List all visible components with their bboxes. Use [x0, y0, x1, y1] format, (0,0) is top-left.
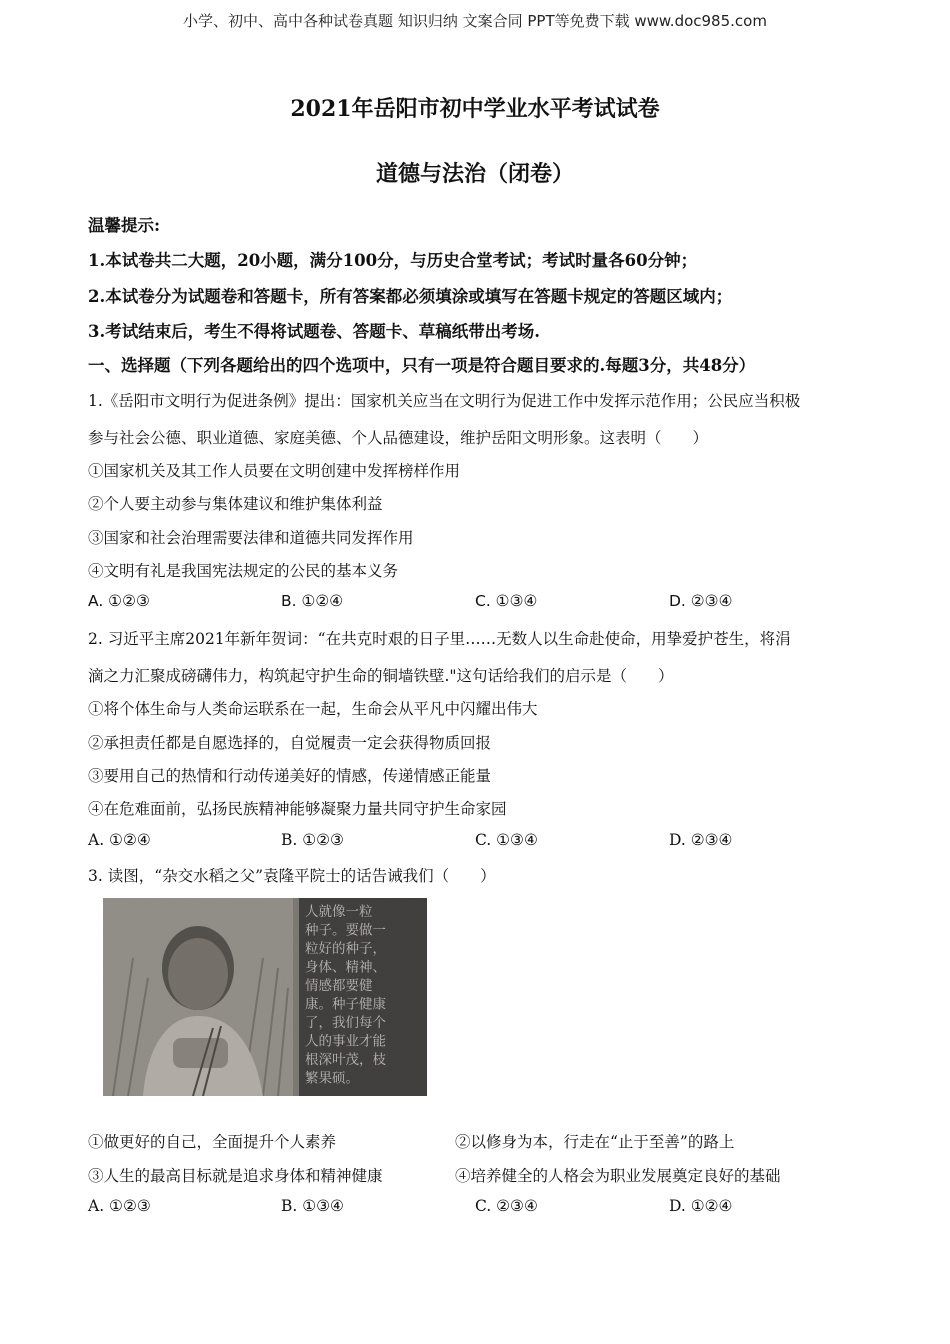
question-2-statement: ③要用自己的热情和行动传递美好的情感，传递情感正能量: [88, 767, 492, 785]
photo-caption-line: 人就像一粒: [305, 904, 373, 920]
question-3-statement: ④培养健全的人格会为职业发展奠定良好的基础: [455, 1167, 781, 1185]
question-2-option-c[interactable]: C. ①③④: [475, 831, 538, 849]
exam-subtitle: 道德与法治（闭卷）: [375, 161, 574, 187]
question-1-option-a[interactable]: A. ①②③: [88, 592, 150, 610]
question-2-option-d[interactable]: D. ②③④: [669, 831, 733, 849]
question-3-option-a[interactable]: A. ①②③: [88, 1197, 151, 1215]
question-3-option-c[interactable]: C. ②③④: [475, 1197, 538, 1215]
question-3-statement: ③人生的最高目标就是追求身体和精神健康: [88, 1167, 383, 1185]
question-2-stem-cont: 滴之力汇聚成磅礴伟力，构筑起守护生命的铜墙铁壁."这句话给我们的启示是（ ）: [88, 667, 674, 685]
photo-caption-line: 人的事业才能: [305, 1033, 386, 1050]
question-3-statement: ①做更好的自己，全面提升个人素养: [88, 1133, 337, 1151]
photo-caption-line: 了，我们每个: [305, 1015, 386, 1031]
photo-caption-line: 繁果硕。: [305, 1070, 359, 1087]
tip-item: 2.本试卷分为试题卷和答题卡，所有答案都必须填涂或填写在答题卡规定的答题区域内；: [88, 287, 733, 306]
question-3-option-b[interactable]: B. ①③④: [281, 1197, 344, 1215]
question-3-statement: ②以修身为本，行走在“止于至善”的路上: [455, 1133, 735, 1151]
photo-caption-line: 康。种子健康: [305, 996, 386, 1013]
question-1-option-b[interactable]: B. ①②④: [281, 592, 344, 610]
page-header: 小学、初中、高中各种试卷真题 知识归纳 文案合同 PPT等免费下载 www.doc985.com: [183, 12, 767, 30]
question-1-statement: ①国家机关及其工作人员要在文明创建中发挥榜样作用: [88, 462, 461, 480]
question-1-statement: ③国家和社会治理需要法律和道德共同发挥作用: [88, 529, 414, 547]
question-3-option-d[interactable]: D. ①②④: [669, 1197, 733, 1215]
tips-heading: 温馨提示:: [88, 216, 161, 235]
question-3-stem: 3. 读图，“杂交水稻之父”袁隆平院士的话告诫我们（ ）: [88, 867, 496, 885]
question-1-statement: ④文明有礼是我国宪法规定的公民的基本义务: [88, 562, 399, 580]
photo-caption-line: 根深叶茂，枝: [305, 1052, 386, 1068]
photo-caption-line: 情感都要健: [305, 978, 373, 994]
question-2-statement: ②承担责任都是自愿选择的，自觉履责一定会获得物质回报: [88, 734, 492, 752]
question-1-option-c[interactable]: C. ①③④: [475, 592, 538, 610]
photo-caption-line: 种子。要做一: [305, 922, 386, 939]
question-1-stem: 1.《岳阳市文明行为促进条例》提出：国家机关应当在文明行为促进工作中发挥示范作用；公民应当积极: [88, 392, 801, 410]
question-1-stem-cont: 参与社会公德、职业道德、家庭美德、个人品德建设，维护岳阳文明形象。这表明（ ）: [88, 429, 709, 447]
photo-caption-line: 身体、精神、: [305, 959, 386, 976]
question-2-stem: 2. 习近平主席2021年新年贺词：“在共克时艰的日子里……无数人以生命赴使命，用挚爱护苍生，将涓: [88, 630, 791, 648]
question-2-option-b[interactable]: B. ①②③: [281, 831, 344, 849]
tip-item: 1.本试卷共二大题，20小题，满分100分，与历史合堂考试；考试时量各60分钟；: [88, 251, 698, 270]
tip-item: 3.考试结束后，考生不得将试题卷、答题卡、草稿纸带出考场.: [88, 322, 540, 341]
yuan-longping-photo: [103, 898, 427, 1096]
question-1-option-d[interactable]: D. ②③④: [669, 592, 733, 610]
photo-caption-line: 粒好的种子，: [305, 941, 386, 957]
question-2-statement: ①将个体生命与人类命运联系在一起，生命会从平凡中闪耀出伟大: [88, 700, 538, 718]
section-heading: 一、选择题（下列各题给出的四个选项中，只有一项是符合题目要求的.每题3分，共48分）: [88, 356, 756, 375]
question-2-statement: ④在危难面前，弘扬民族精神能够凝聚力量共同守护生命家园: [88, 800, 507, 818]
question-1-statement: ②个人要主动参与集体建议和维护集体利益: [88, 495, 383, 513]
question-2-option-a[interactable]: A. ①②④: [88, 831, 151, 849]
exam-title: 2021年岳阳市初中学业水平考试试卷: [290, 96, 660, 122]
